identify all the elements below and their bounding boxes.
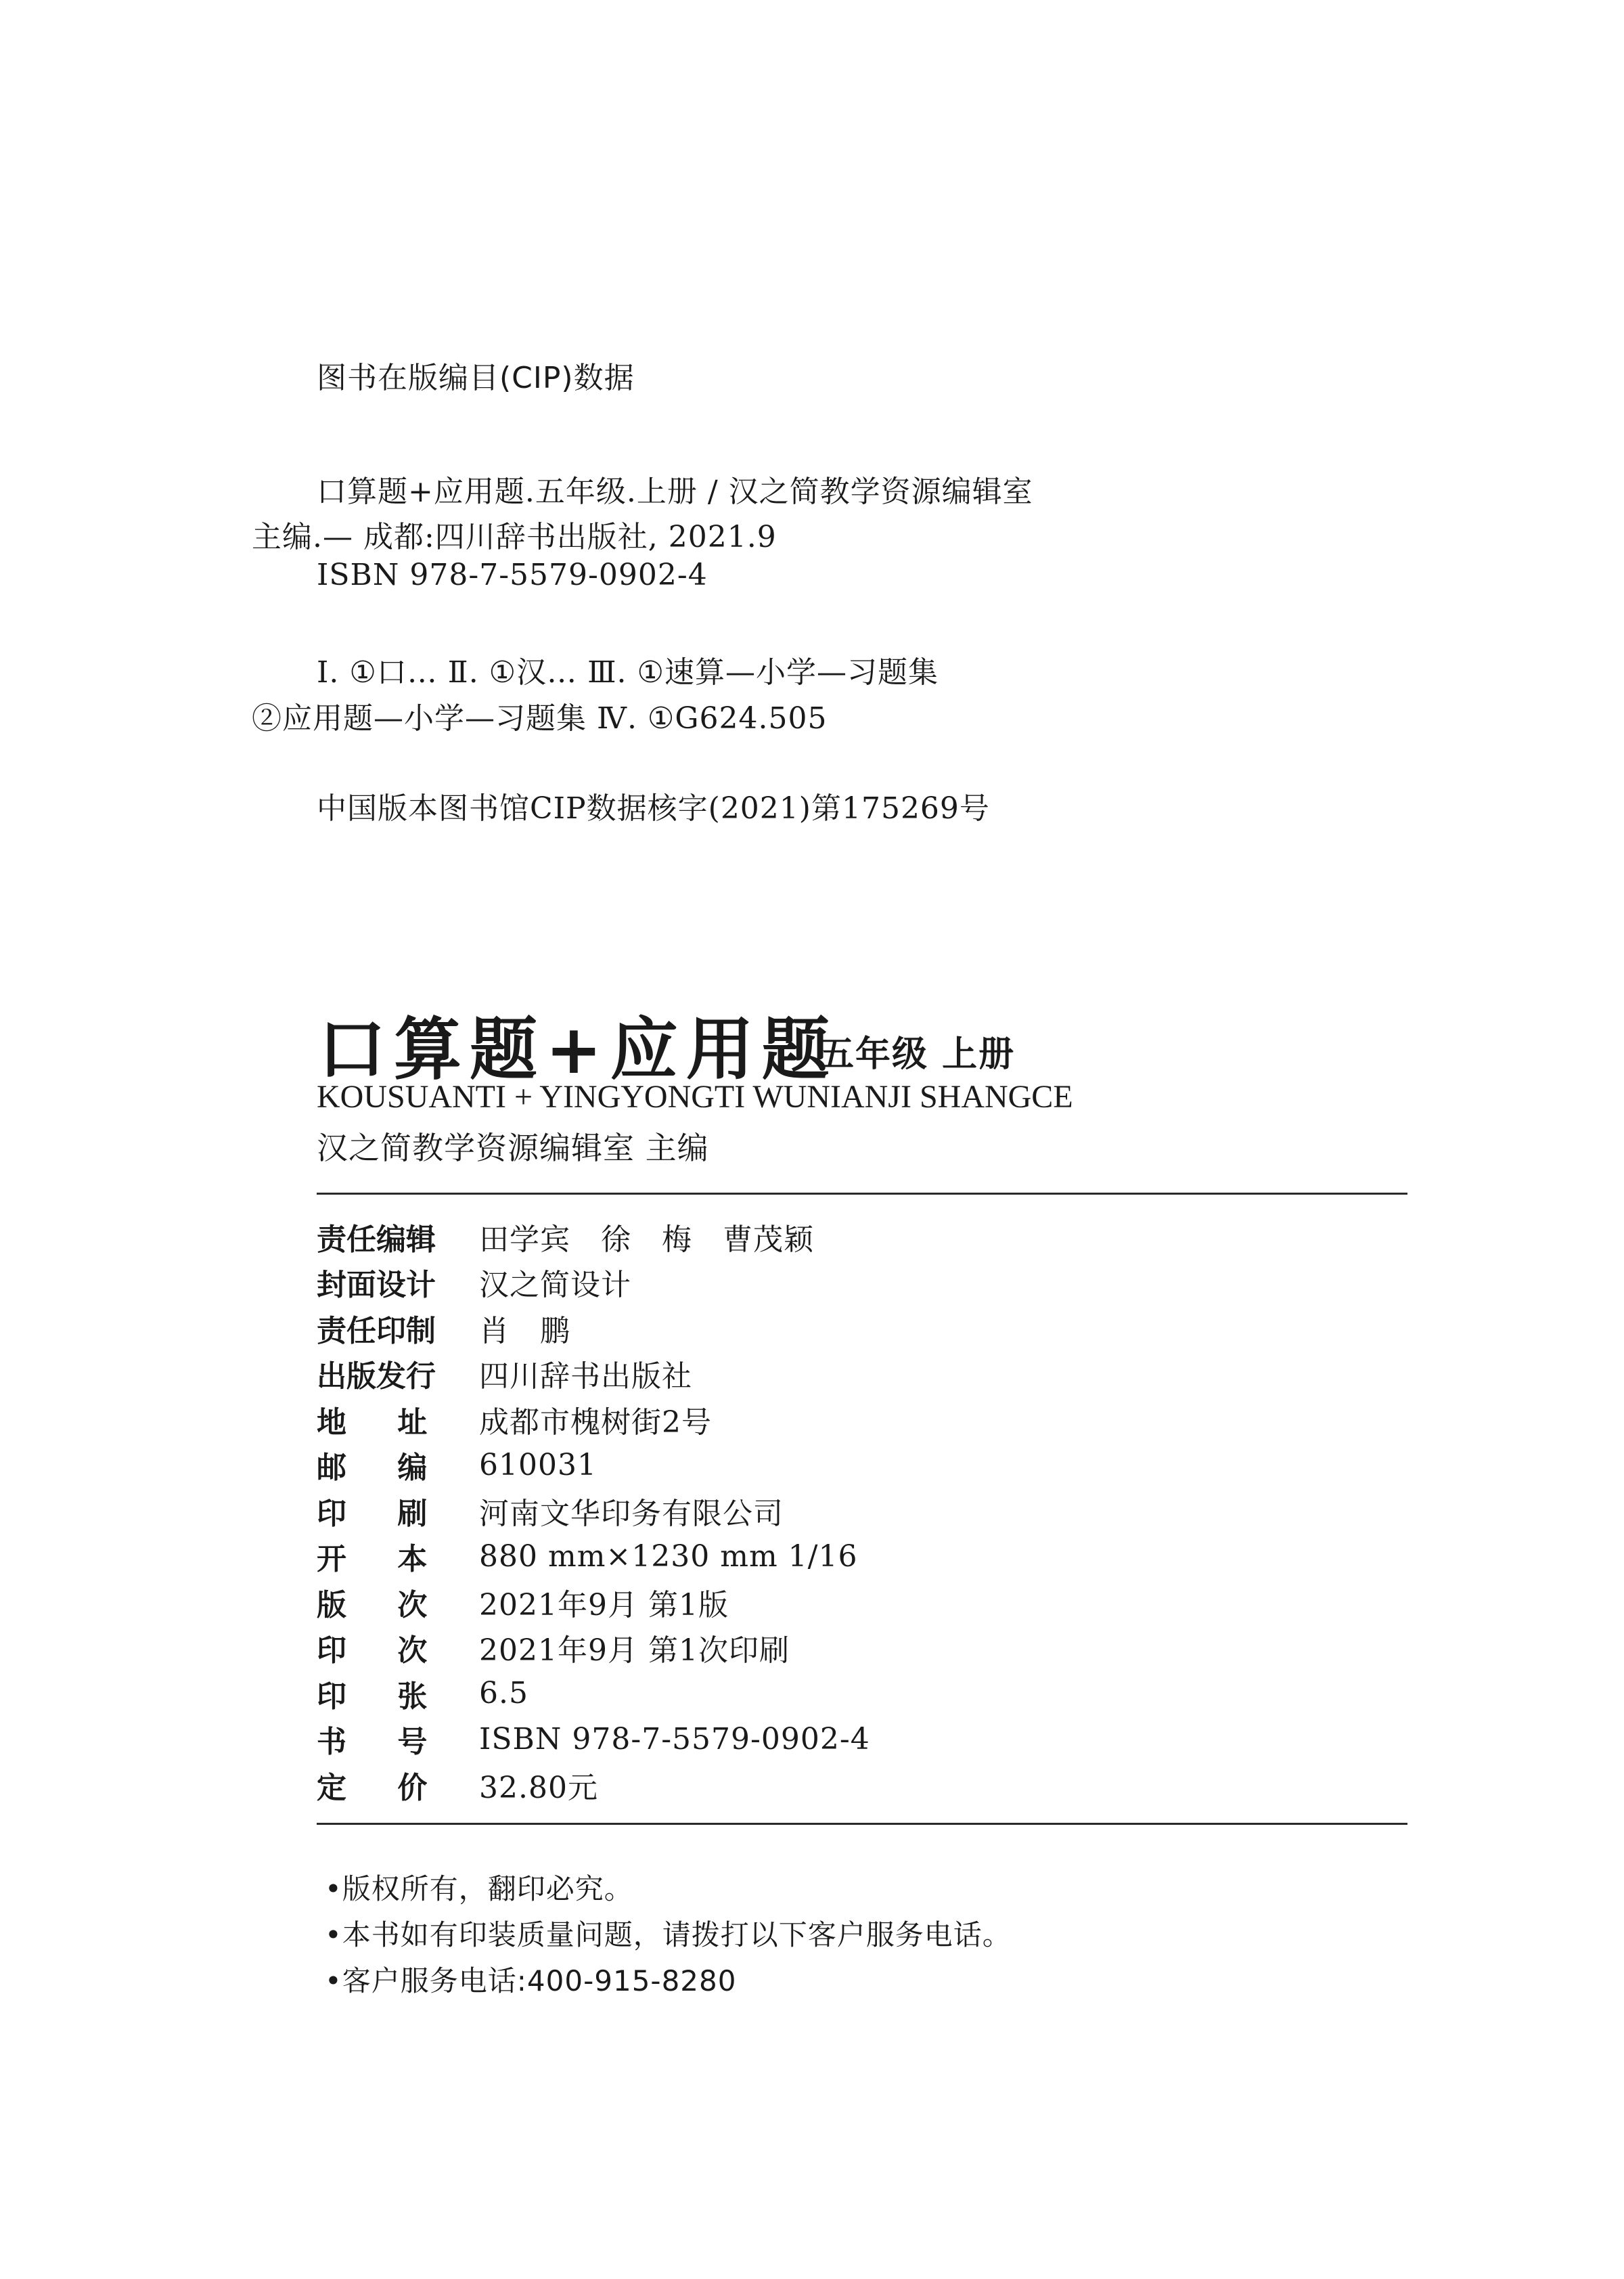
info-label: 书 号 [317, 1725, 428, 1760]
cip-line-2: 主编.— 成都:四川辞书出版社, 2021.9 [252, 520, 777, 554]
cip-heading: 图书在版编目(CIP)数据 [317, 361, 635, 395]
info-value: 河南文华印务有限公司 [479, 1496, 784, 1531]
info-value: 成都市槐树街2号 [479, 1404, 712, 1440]
info-label: 出版发行 [317, 1359, 436, 1394]
cip-line-3: ISBN 978-7-5579-0902-4 [317, 558, 708, 592]
info-label: 开 本 [317, 1542, 428, 1577]
info-label: 地 址 [317, 1404, 428, 1440]
cip-line-6: 中国版本图书馆CIP数据核字(2021)第175269号 [317, 791, 990, 826]
info-value: 肖 鹏 [479, 1313, 570, 1348]
info-row [317, 1442, 870, 1488]
info-row [317, 1488, 870, 1534]
info-value: 2021年9月 第1次印刷 [479, 1633, 790, 1668]
divider-bottom [317, 1823, 1407, 1825]
info-row [317, 1351, 870, 1397]
info-label: 责任编辑 [317, 1222, 436, 1257]
info-row [317, 1260, 870, 1306]
info-label: 印 次 [317, 1633, 428, 1668]
info-row [317, 1534, 870, 1580]
note-phone: •客户服务电话:400-915-8280 [325, 1964, 737, 1997]
info-label: 封面设计 [317, 1268, 436, 1303]
cip-line-1: 口算题+应用题.五年级.上册 / 汉之简教学资源编辑室 [317, 474, 1033, 509]
info-row [317, 1717, 870, 1763]
divider-top [317, 1193, 1407, 1195]
book-subtitle: 五年级 上册 [819, 1034, 1016, 1075]
book-title-pinyin: KOUSUANTI + YINGYONGTI WUNIANJI SHANGCE [317, 1079, 1073, 1115]
info-row [317, 1214, 870, 1260]
info-label: 印 张 [317, 1679, 428, 1714]
info-row [317, 1762, 870, 1808]
info-value: 2021年9月 第1版 [479, 1587, 729, 1622]
info-value: 6.5 [479, 1676, 528, 1711]
info-value: 32.80元 [479, 1770, 598, 1805]
note-quality: •本书如有印装质量问题，请拨打以下客户服务电话。 [325, 1918, 1012, 1951]
info-value: 四川辞书出版社 [479, 1359, 692, 1394]
info-value: 田学宾 徐 梅 曹茂颖 [479, 1222, 814, 1257]
info-value: 610031 [479, 1447, 597, 1482]
info-label: 责任印制 [317, 1313, 436, 1348]
cip-line-5: ②应用题—小学—习题集 Ⅳ. ①G624.505 [252, 701, 828, 736]
info-value: 880 mm×1230 mm 1/16 [479, 1539, 858, 1574]
info-value: 汉之简设计 [479, 1268, 631, 1303]
cip-line-4: Ⅰ. ①口… Ⅱ. ①汉… Ⅲ. ①速算—小学—习题集 [317, 655, 939, 690]
book-title: 口算题+应用题 [318, 1010, 838, 1089]
info-row [317, 1396, 870, 1442]
book-editor: 汉之简教学资源编辑室 主编 [317, 1130, 709, 1166]
info-label: 定 价 [317, 1770, 428, 1805]
info-label: 版 次 [317, 1587, 428, 1622]
info-value: ISBN 978-7-5579-0902-4 [479, 1721, 870, 1756]
info-row [317, 1579, 870, 1625]
info-row [317, 1625, 870, 1671]
info-label: 邮 编 [317, 1451, 428, 1486]
info-label: 印 刷 [317, 1496, 428, 1531]
info-row [317, 1305, 870, 1351]
note-copyright: •版权所有，翻印必究。 [325, 1872, 633, 1905]
publication-info-table [317, 1214, 870, 1808]
info-row [317, 1670, 870, 1717]
